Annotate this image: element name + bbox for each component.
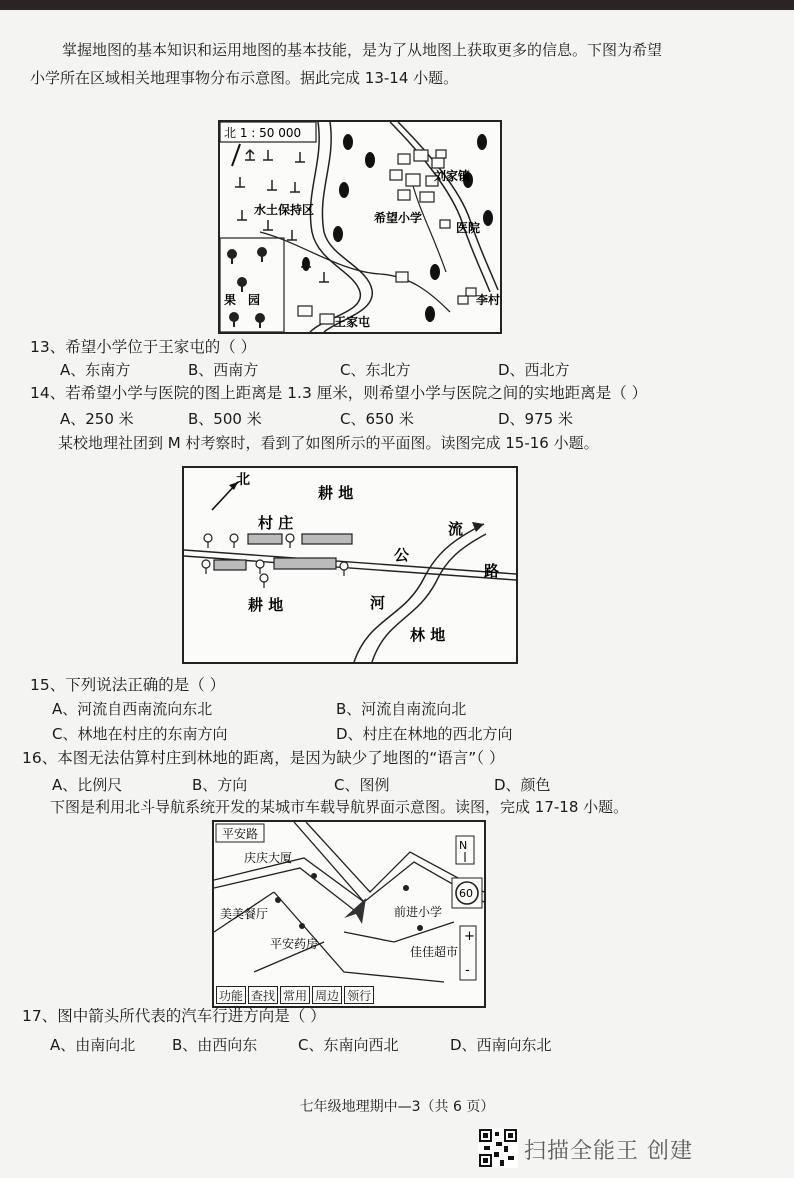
map-2-drawing — [184, 468, 516, 662]
q14-stem: 14、若希望小学与医院的图上距离是 1.3 厘米，则希望小学与医院之间的实地距离是（ ） — [30, 384, 648, 402]
intro-1-line-2: 小学所在区域相关地理事物分布示意图。据此完成 13-14 小题。 — [30, 69, 459, 87]
nav-button-nearby[interactable]: 周边 — [312, 986, 342, 1004]
q15-option-a[interactable]: A、河流自西南流向东北 — [52, 700, 213, 718]
page-footer: 七年级地理期中—3（共 6 页） — [299, 1099, 495, 1115]
q13-option-a[interactable]: A、东南方 — [60, 361, 131, 379]
map-3-school-label: 前进小学 — [394, 905, 443, 919]
nav-button-lead[interactable]: 领行 — [344, 986, 374, 1004]
q14-option-a[interactable]: A、250 米 — [60, 410, 134, 428]
q13-stem: 13、希望小学位于王家屯的（ ） — [30, 338, 257, 356]
car-arrow-icon — [344, 898, 366, 924]
map-1-wang-village-label: 王家屯 — [334, 315, 371, 329]
map-2-road-label-2: 路 — [484, 562, 500, 580]
map-1-orchard-label-1: 果 — [224, 293, 237, 307]
map-1-li-village-label: 李村 — [476, 293, 500, 307]
map-2-farmland-bottom: 耕 地 — [248, 596, 284, 614]
map-1-school-label: 希望小学 — [374, 211, 423, 225]
map-2-river-label-1: 流 — [448, 520, 464, 538]
q16-option-c[interactable]: C、图例 — [334, 776, 390, 794]
q15-option-d[interactable]: D、村庄在林地的西北方向 — [336, 725, 513, 743]
map-3-button-bar — [216, 986, 374, 1004]
q17-option-a[interactable]: A、由南向北 — [50, 1036, 136, 1054]
nav-button-common[interactable]: 常用 — [280, 986, 310, 1004]
zoom-in-icon: + — [464, 929, 475, 944]
q16-option-b[interactable]: B、方向 — [192, 776, 248, 794]
map-1-orchard-label-2: 园 — [248, 293, 261, 307]
map-1-town-label: 刘家镇 — [434, 169, 471, 183]
north-arrow-icon — [232, 144, 240, 166]
q13-option-b[interactable]: B、西南方 — [188, 361, 259, 379]
q17-stem: 17、图中箭头所代表的汽车行进方向是（ ） — [22, 1007, 326, 1025]
q13-option-d[interactable]: D、西北方 — [498, 361, 570, 379]
q14-option-c[interactable]: C、650 米 — [340, 410, 414, 428]
river-arrow-icon — [472, 522, 484, 532]
map-2-forest-label: 林 地 — [410, 626, 446, 644]
map-3-road-label: 平安路 — [222, 827, 259, 841]
map-1-hope-school — [218, 120, 502, 334]
map-1-drawing — [220, 122, 500, 332]
qr-code-icon — [478, 1128, 518, 1168]
map-3-market-label: 佳佳超市 — [410, 945, 459, 959]
q15-option-c[interactable]: C、林地在村庄的东南方向 — [52, 725, 228, 743]
intro-2: 某校地理社团到 M 村考察时，看到了如图所示的平面图。读图完成 15-16 小题。 — [58, 434, 599, 452]
intro-3: 下图是利用北斗导航系统开发的某城市车载导航界面示意图。读图，完成 17-18 小题。 — [50, 798, 629, 816]
map-3-north-label: N — [459, 839, 468, 852]
q16-option-d[interactable]: D、颜色 — [494, 776, 551, 794]
map-2-river-label-2: 河 — [370, 594, 386, 612]
q13-option-c[interactable]: C、东北方 — [340, 361, 411, 379]
scanner-watermark: 扫描全能王 创建 — [524, 1139, 693, 1164]
q17-option-c[interactable]: C、东南向西北 — [298, 1036, 399, 1054]
map-3-navigation-screen — [212, 820, 486, 1008]
map-3-building-label: 庆庆大厦 — [244, 851, 293, 865]
map-1-hospital-label: 医院 — [456, 221, 481, 235]
map-2-farmland-top: 耕 地 — [318, 484, 354, 502]
map-2-north-label: 北 — [236, 472, 250, 488]
map-1-soil-label: 水土保持区 — [254, 203, 315, 217]
map-2-road-label-1: 公 — [394, 546, 410, 564]
intro-1-line-1: 掌握地图的基本知识和运用地图的基本技能，是为了从地图上获取更多的信息。下图为希望 — [62, 41, 663, 59]
q14-option-d[interactable]: D、975 米 — [498, 410, 573, 428]
map-3-pharmacy-label: 平安药房 — [270, 937, 319, 951]
map-1-scale: 北 1 : 50 000 — [224, 126, 302, 140]
nav-button-search[interactable]: 查找 — [248, 986, 278, 1004]
zoom-out-icon: - — [465, 963, 470, 978]
map-3-restaurant-label: 美美餐厅 — [220, 907, 269, 921]
map-3-speed-label: 60 — [459, 887, 473, 900]
q16-option-a[interactable]: A、比例尺 — [52, 776, 123, 794]
scan-edge — [0, 0, 794, 10]
q17-option-d[interactable]: D、西南向东北 — [450, 1036, 552, 1054]
q14-option-b[interactable]: B、500 米 — [188, 410, 262, 428]
map-2-village-plan — [182, 466, 518, 664]
q16-stem: 16、本图无法估算村庄到林地的距离，是因为缺少了地图的“语言”（ ） — [22, 749, 505, 767]
map-3-drawing — [214, 822, 484, 1006]
q15-option-b[interactable]: B、河流自南流向北 — [336, 700, 467, 718]
q15-stem: 15、下列说法正确的是（ ） — [30, 676, 226, 694]
map-2-village-label: 村 庄 — [258, 514, 294, 532]
q17-option-b[interactable]: B、由西向东 — [172, 1036, 258, 1054]
nav-button-function[interactable]: 功能 — [216, 986, 246, 1004]
